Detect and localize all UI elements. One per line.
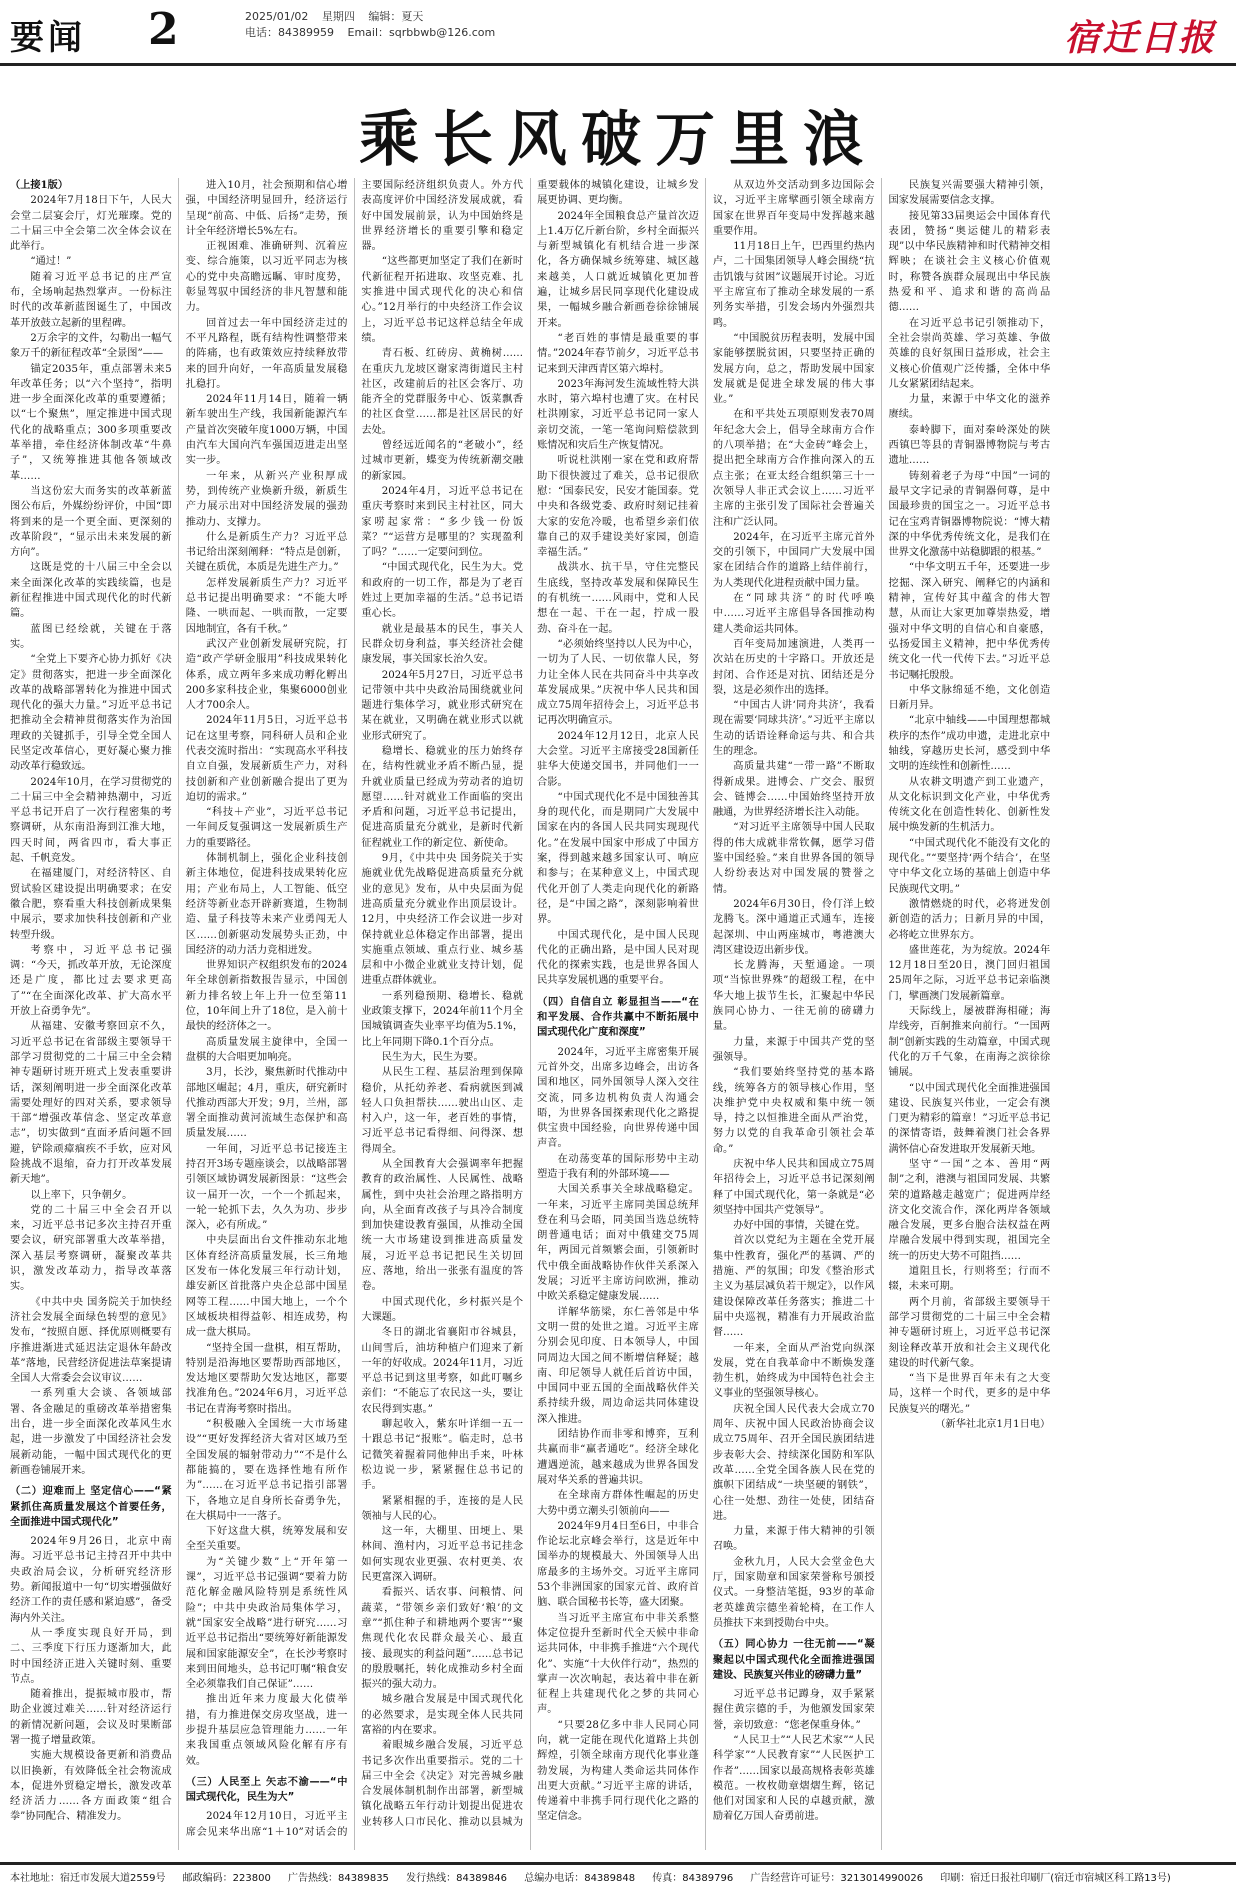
paragraph: 随着推出，提振城市股市，帮助企业渡过难关……针对经济运行的新情况新问题，会议及时果断部署一揽子增量政策。 xyxy=(10,1689,172,1746)
paragraph: 2024年9月26日，北京中南海。习近平总书记主持召开中共中央政治局会议，分析研究经济形势。新闻报道中一句“切实增强做好经济工作的责任感和紧迫感”，备受海内外关注。 xyxy=(10,1536,172,1624)
issue-info xyxy=(245,9,505,41)
section-title: 要闻 xyxy=(10,18,86,58)
paragraph: 进入10月，社会预期和信心增强，中国经济明显回升，经济运行呈现“前高、中低、后扬”走势，预计全年经济增长5%左右。 xyxy=(185,180,348,237)
paragraph: 力量，来源于伟大精神的引领召唤。 xyxy=(712,1526,875,1553)
paragraph: 详解华筋梁，东仁善邻是中华文明一贯的处世之道。习近平主席分别会见印度、日本领导人，中国同周边大国之间不断增信释疑；越南、印尼领导人就任后首访中国，中国同中亚五国的全面战略伙伴关系持续升级，周边命运共同体建设深入推进。 xyxy=(537,1306,699,1425)
paragraph: “科技＋产业”，习近平总书记一年间反复强调这一发展新质生产力的重要路径。 xyxy=(185,807,348,849)
paragraph: 道阻且长，行则将至；行而不辍，未来可期。 xyxy=(888,1266,1051,1293)
paragraph: 两个月前，省部级主要领导干部学习贯彻党的二十届三中全会精神专题研讨班上，习近平总书记深刻诠释改革开放和社会主义现代化建设的时代新气象。 xyxy=(888,1296,1051,1369)
paragraph: “通过！” xyxy=(30,256,72,268)
paragraph: 武汉产业创新发展研究院，打造“政产学研金服用”科技成果转化体系，成立两年多来成功孵化孵出200多家科技企业，集聚6000创业人才700余人。 xyxy=(185,638,348,712)
paragraph: 在福建厦门，对经济特区、自贸试验区建设提出明确要求；在安徽合肥，察看重大科技创新成果集中展示，要求加快科技创新和产业转型升级。 xyxy=(10,868,172,941)
paragraph: 2024年11月5日，习近平总书记在这里考察，同科研人员和企业代表交流时指出：“实现高水平科技自立自强，发展新质生产力，对科技创新和产业创新融合提出了更为迫切的需求。” xyxy=(185,715,348,803)
paragraph: 《中共中央 国务院关于加快经济社会发展全面绿色转型的意见》发布，“按照自愿、择优原则概要有序推进渐进式延迟法定退休年龄改革”落地，民营经济促进法草案提请全国人大常委会会议审议…… xyxy=(10,1296,172,1385)
paragraph: 2024年11月14日，随着一辆新车驶出生产线，我国新能源汽车产量首次突破年度1000万辆，中国由汽车大国向汽车强国迈进走出坚实一步。 xyxy=(185,394,348,467)
email: Email：sqrbbwb@126.com xyxy=(347,26,496,39)
paragraph: 中央层面出台文件推动东北地区体育经济高质量发展，长三角地区发布一体化发展三年行动计划，雄安新区首批落户央企总部中国星网等工程……中国大地上，一个个区域板块相得益彰、相连成势，构成一盘大棋局。 xyxy=(185,1235,348,1339)
paragraph: 2024年5月27日，习近平总书记带领中共中央政治局围绕就业问题进行集体学习，就业形式研究在某在就业，又明确在就业形式以就业形式研究了。 xyxy=(361,669,524,742)
paragraph: “以中国式现代化全面推进强国建设、民族复兴伟业，一定会有澳门更为精彩的篇章！”习近平总书记的深情寄语，鼓舞着澳门社会各界满怀信心奋发进取开发展新天地。 xyxy=(888,1082,1051,1155)
paragraph: 11月18日上午，巴西里约热内卢，二十国集团领导人峰会围绕“抗击饥饿与贫困”议题展开讨论。习近平主席宣布了推动全球发展的一系列务实举措，引发会场内外强烈共鸣。 xyxy=(712,241,875,329)
paragraph: 在全球南方群体性崛起的历史大势中勇立潮头引领前向—— xyxy=(537,1490,699,1517)
paragraph: 2024年12月10日，习近平主席会见来华出席“1＋10”对话会的主要国际经济组织负责人。外方代表高度评价中国经济发展成就，看好中国发展前景，认为中国始终是世界经济增长的重要引擎和稳定器。 xyxy=(185,180,524,1838)
footer-fax: 传真：84389796 xyxy=(652,1873,734,1884)
paragraph: 回首过去一年中国经济走过的不平凡路程，既有结构性调整带来的阵痛，也有政策效应持续释放带来的回升向好，一年高质量发展稳扎稳打。 xyxy=(185,317,348,390)
issue-weekday: 星期四 xyxy=(321,10,355,23)
paragraph: 从双边外交活动到多边国际会议，习近平主席擘画引领全球南方国家在世界百年变局中发挥越来越重要作用。 xyxy=(712,180,875,237)
paragraph: 2024年全国粮食总产量首次迈上1.4万亿斤新台阶，乡村全面振兴与新型城镇化有机结合进一步深化，各方确保城乡统筹建、城区越来越美，人口就近城镇化更加普遍，让城乡居民同享现代化建设成果，一幅城乡融合新画卷徐徐铺展开来。 xyxy=(537,210,699,329)
paragraph: 冬日的湖北省襄阳市谷城县，山间雪后，油坊种植户们迎来了新一年的好收成。2024年11月，习近平总书记到这里考察，如此叮嘱乡亲们：“不能忘了农民这一头，要让农民得到实惠。” xyxy=(361,1327,524,1415)
dateline: （上接1版） xyxy=(10,179,69,191)
footer-ad-phone: 广告热线：84389835 xyxy=(288,1873,389,1884)
paragraph: 以上率下，只争朝夕。 xyxy=(30,1189,133,1201)
paragraph: 3月，长沙，聚焦新时代推动中部地区崛起；4月，重庆，研究新时代推动西部大开发；9月，兰州，部署全面推动黄河流域生态保护和高质量发展…… xyxy=(185,1067,348,1140)
paragraph: 锚定2035年，重点部署未来5年改革任务；以“六个坚持”，指明进一步全面深化改革的重要遵循；以“七个聚焦”，厘定推进中国式现代化的战略重点；300多项重要改革举措，牵住经济体制改革“牛鼻子”，又统筹推进其他各领域改革…… xyxy=(10,363,172,482)
paragraph: 金秋九月，人民大会堂金色大厅，国家勋章和国家荣誉称号颁授仪式。一身整洁笔挺，93岁的革命老英雄黄宗德坐着轮椅，在工作人员推扶下来到授勋台中央。 xyxy=(712,1556,875,1629)
paragraph: 高质量发展主旋律中，全国一盘棋的大合唱更加响亮。 xyxy=(185,1036,348,1063)
paragraph: 这一年，大棚里、田埂上、果林间、渔村内，习近平总书记挂念如何实现农业更强、农村更美、农民更富深入调研。 xyxy=(361,1526,524,1584)
paragraph: 从农耕文明遗产到工业遗产，从文化标识到文化产业，中华优秀传统文化在创造性转化、创新性发展中焕发新的生机活力。 xyxy=(888,776,1051,834)
paragraph: 高质量共建“一带一路”不断取得新成果。进博会、广交会、服贸会、链博会……中国始终坚持开放融通，为世界经济增长注入动能。 xyxy=(712,761,875,819)
paragraph: 庆祝中华人民共和国成立75周年招待会上，习近平总书记深刻阐释了中国式现代化，第一条就是“必须坚持中国共产党领导”。 xyxy=(712,1159,875,1216)
phone: 电话：84389959 xyxy=(245,26,334,39)
headline: 乘长风破万里浪 xyxy=(359,105,877,175)
paragraph: “中国古人讲‘同舟共济’，我看现在需要‘同球共济’。”习近平主席以生动的话语诠释命运与共、和合共生的理念。 xyxy=(712,700,875,757)
paragraph: 随着习近平总书记的庄严宣布，全场响起热烈掌声。一份标注时代的改革新蓝图诞生了，中国改革开放鼓立起新的里程碑。 xyxy=(10,271,172,329)
paragraph: 为“关键少数”上“开年第一课”，习近平总书记强调“要着力防范化解金融风险特别是系统性风险”；中共中央政治局集体学习，就“国家安全战略”进行研究……习近平总书记指出“要统筹好新能源发展和国家能源安全”，在长沙考察时来到田间地头，总书记叮嘱“粮食安全必须靠我们自己保证”…… xyxy=(185,1556,348,1691)
paragraph: 一年来，全面从严治党向纵深发展，党在自我革命中不断焕发蓬勃生机，始终成为中国特色社会主义事业的坚强领导核心。 xyxy=(712,1342,875,1400)
paragraph: 什么是新质生产力？习近平总书记给出深刻阐释：“特点是创新，关键在质优，本质是先进生产力。” xyxy=(185,531,348,574)
paragraph: 在和平共处五项原则发表70周年纪念大会上，倡导全球南方合作的八项举措；在“大金砖”峰会上，提出把全球南方合作推向深入的五点主张；在亚太经合组织第三十一次领导人非正式会议上……习近平主席的主张引发了国际社会普遍关注和广泛认同。 xyxy=(712,409,875,528)
section-subhead: （二）迎难而上 坚定信心——“紧紧抓住高质量发展这个首要任务，全面推进中国式现代化” xyxy=(10,1486,172,1528)
paragraph: 2024年，习近平主席密集开展元首外交，出席多边峰会，出访各国和地区，同外国领导人深入交往交流，同多边机构负责人沟通会晤，为世界各国探索现代化之路提供宝贵中国经验，向世界传递中国声音。 xyxy=(537,1046,699,1150)
paragraph: 从一季度实现良好开局，到二、三季度下行压力逐渐加大，此时中国经济正进入关键时刻、重要节点。 xyxy=(10,1627,172,1685)
paragraph: 首次以党纪为主题在全党开展集中性教育，强化严的基调、严的措施、严的氛围；印发《整治形式主义为基层减负若干规定》，以作风建设保障改革任务落实；推进二十届中央巡视，精准有力开展政治监督…… xyxy=(712,1235,875,1339)
paragraph: 从全国教育大会强调率年把握教育的政治属性、人民属性、战略属性，到中央社会治理之路指明方向，从全面育改孩子与具冷合制度到加快建设教育强国，从推动全国统一大市场建设到推进高质量发展，习近平总书记把民生关切回应、落地，给出一张张有温度的答卷。 xyxy=(361,1159,524,1293)
paragraph: 泰岭脚下，面对秦岭深处的陕西镇巴等县的青铜器博物院与考古遗址…… xyxy=(888,424,1051,467)
footer-printer: 印刷：宿迁日报社印刷厂(宿迁市宿城区科工路13号) xyxy=(940,1873,1171,1884)
paragraph: 接见第33届奥运会中国体育代表团，赞扬“奥运健儿的精彩表现”以中华民族精神和时代精神交相辉映；在谈社会主义核心价值观时，称赞各族群众展现出中华民族热爱和平、追求和谐的高尚品德…… xyxy=(888,210,1051,314)
paragraph: 城乡融合发展是中国式现代化的必然要求，是实现全体人民共同富裕的内在要求。 xyxy=(361,1694,524,1736)
paragraph: “积极融入全国统一大市场建设”“更好发挥经济大省对区域乃至全国发展的辐射带动力”“不是什么都能搞的，要在选择性地有所作为”……在习近平总书记指引部署下，各地立足自身所长奋勇争先，在大棋局中一一落子。 xyxy=(185,1419,348,1522)
paragraph: 铸刻着老子为母“中国”一词的最早文字记录的青铜器何尊，是中国最珍贵的国宝之一。习近平总书记在宝鸡青铜器博物院说：“博大精深的中华优秀传统文化，是我们在世界文化激荡中站稳脚跟的根基。” xyxy=(888,470,1051,559)
paragraph: 2024年12月12日，北京人民大会堂。习近平主席接受28国新任驻华大使递交国书，并同他们一一合影。 xyxy=(537,730,699,788)
paragraph: 党的二十届三中全会召开以来，习近平总书记多次主持召开重要会议，研究部署重大改革举措，深入基层考察调研，凝聚改革共识，激发改革动力，指导改革落实。 xyxy=(10,1204,172,1293)
paragraph: “只要28亿多中非人民同心同向，就一定能在现代化道路上共创辉煌，引领全球南方现代化事业蓬勃发展，为构建人类命运共同体作出更大贡献。”习近平主席的讲话，传递着中非携手同行现代化之路的坚定信念。 xyxy=(537,1719,699,1823)
paragraph: 一年间，习近平总书记接连主持召开3场专题座谈会，以战略部署引领区域协调发展新图景：“这些会议一届开一次，一个一个抓起来，一轮一轮抓下去，久久为功、步步深入，必有所成。” xyxy=(185,1143,348,1232)
paragraph: “人民卫士”“人民艺术家”“人民科学家”“人民教育家”“人民医护工作者”……国家以最高规格表彰英雄模范。一枚枚勋章熠熠生辉，铭记他们对国家和人民的卓越贡献，激励着亿万国人奋勇前进。 xyxy=(712,1734,875,1823)
paragraph: “对习近平主席领导中国人民取得的伟大成就非常钦佩，愿学习借鉴中国经验。”来自世界各国的领导人纷纷表达对中国发展的赞誉之情。 xyxy=(712,822,875,895)
footer-address: 本社地址：宿迁市发展大道2559号 xyxy=(10,1873,166,1884)
paragraph: 2024年10月，在学习贯彻党的二十届三中全会精神热潮中，习近平总书记开启了一次行程密集的考察调研，从东南沿海到江淮大地，四天时间，两省四市，看大事正起、千帆竞发。 xyxy=(10,776,172,865)
paragraph: “中国式现代化不能没有文化的现代化。”“要坚持‘两个结合’，在坚守中华文化立场的基础上创造中华民族现代文明。” xyxy=(888,837,1051,895)
paragraph: 团结协作而非零和博弈，互利共赢而非“赢者通吃”。经济全球化遭遇逆流，越来越成为世界各国发展对华关系的普遍共识。 xyxy=(537,1429,699,1486)
masthead xyxy=(0,0,1236,66)
paragraph: 中华文脉绵延不绝，文化创造日新月异。 xyxy=(888,684,1051,712)
paragraph: 9月，《中共中央 国务院关于实施就业优先战略促进高质量充分就业的意见》发布，从中央层面为促进高质量充分就业作出顶层设计。12月，中央经济工作会议进一步对保持就业总体稳定作出部署，提出实施重点领域、重点行业、城乡基层和中小微企业就业支持计划，促进重点群体就业。 xyxy=(361,853,524,987)
paragraph: “必须始终坚持以人民为中心，一切为了人民、一切依靠人民，努力让全体人民在共同奋斗中共享改革发展成果。”庆祝中华人民共和国成立75周年招待会上，习近平总书记再次明确宣示。 xyxy=(537,638,699,727)
paragraph: 2024年6月30日，伶仃洋上蛟龙腾飞。深中通道正式通车，连接起深圳、中山两座城市，粤港澳大湾区建设迈出新步伐。 xyxy=(712,898,875,956)
footer-postcode: 邮政编码：223800 xyxy=(182,1873,271,1884)
paragraph: 力量，来源于中华文化的滋养赓续。 xyxy=(888,394,1051,421)
paragraph: “老百姓的事情是最重要的事情。”2024年春节前夕，习近平总书记来到天津西青区第六埠村。 xyxy=(537,332,699,375)
footer-editor-phone: 总编办电话：84389848 xyxy=(524,1873,636,1884)
editor-label: 编辑：夏天 xyxy=(368,10,424,23)
paragraph: 就业是最基本的民生，事关人民群众切身利益，事关经济社会健康发展，事关国家长治久安。 xyxy=(361,623,524,666)
paragraph: “中国式现代化不是中国独善其身的现代化，而是期同广大发展中国家在内的各国人民共同实现现代化。”在发展中国家中形成了中国方案，得到越来越多国家认可、响应和参与；在某种意义上，中国式现代化开创了人类走向现代化的新路径，是“中国之路”，深刻影响着世界。 xyxy=(537,791,699,926)
paragraph: 在动荡变革的国际形势中主动塑造于我有利的外部环境—— xyxy=(537,1153,699,1180)
paragraph: 办好中国的事情，关键在党。 xyxy=(733,1220,866,1232)
paragraph: 大国关系事关全球战略稳定。一年来，习近平主席同美国总统拜登在利马会晤，同美国当选总统特朗普通电话；面对中俄建交75周年，两国元首频繁会面，引领新时代中俄全面战略协作伙伴关系深入发展；习近平主席访问欧洲，推动中欧关系稳定健康发展…… xyxy=(537,1184,699,1303)
paragraph: 推出近年来力度最大化债举措，有力推进保交房攻坚战，进一步提升基层应急管理能力……一年来我国重点领域风险化解有序有效。 xyxy=(185,1694,348,1767)
paragraph: “我们要始终坚持党的基本路线，统筹各方的领导核心作用，坚决维护党中央权威和集中统一领导，持之以恒推进全面从严治党，努力以党的自我革命引领社会革命。” xyxy=(712,1067,875,1155)
paragraph: “全党上下要齐心协力抓好《决定》贯彻落实，把进一步全面深化改革的战略部署转化为推进中国式现代化的强大力量。”习近平总书记把推动全会精神贯彻落实作为治国理政的关键抓手，引导全党全国人民坚定改革信心，更好凝心聚力推动改革行稳致远。 xyxy=(10,654,172,773)
paragraph: 青石板、红砖房、黄桷树……在重庆九龙坡区谢家湾街道民主村社区，改建前后的社区会客厅、功能齐全的党群服务中心、饭菜飘香的社区食堂……都是社区居民的好去处。 xyxy=(361,348,524,436)
paragraph: “中国脱贫历程表明，发展中国家能够摆脱贫困，只要坚持正确的发展方向，总之，帮助发展中国家发展就是促进全球发展的伟大事业。” xyxy=(712,332,875,406)
paragraph: 下好这盘大棋，统筹发展和安全至关重要。 xyxy=(185,1526,348,1553)
paragraph: 激情燃烧的时代，必将迸发创新创造的活力；日新月异的中国，必将屹立世界东方。 xyxy=(888,898,1051,941)
paragraph: “这些都更加坚定了我们在新时代新征程开拓进取、攻坚克难、扎实推进中国式现代化的决心和信心。”12月举行的中央经济工作会议上，习近平总书记这样总结全年成绩。 xyxy=(361,256,524,344)
paragraph: 正视困难、准确研判、沉着应变、综合施策，以习近平同志为核心的党中央高瞻远瞩、审时度势，彰显驾驭中国经济的非凡智慧和能力。 xyxy=(185,241,348,314)
paragraph: 听说杜洪刚一家在党和政府帮助下很快渡过了难关，总书记很欣慰：“国泰民安，民安才能国泰。党中央和各级党委、政府时刻记挂着大家的安危冷暖，也希望乡亲们依靠自己的双手建设美好家园，创造幸福生活。” xyxy=(537,455,699,559)
page-number: 2 xyxy=(148,4,179,55)
paragraph: 世界知识产权组织发布的2024年全球创新指数报告显示，中国创新力排名较上年上升一位至第11位，10年间上升了18位，是入前十最快的经济体之一。 xyxy=(185,960,348,1033)
section-subhead: （三）人民至上 矢志不渝——“中国式现代化，民生为大” xyxy=(185,1776,348,1804)
section-subhead: （五）同心协力 一往无前——“凝聚起以中国式现代化全面推进强国建设、民族复兴伟业的磅礴力量” xyxy=(712,1639,875,1681)
paragraph: 从民生工程、基层治理到保障稳价，从托幼养老、看病就医到减轻人口负担帮扶……驶出山区、走村入户，这一年，老百姓的事情，习近平总书记看得细、问得深、想得周全。 xyxy=(361,1067,524,1155)
paragraph: 长龙腾海，天堑通途。一项项“当惊世界殊”的超级工程，在中华大地上拔节生长，汇聚起中华民族同心协力、一往无前的磅礴力量。 xyxy=(712,960,875,1033)
paragraph: 中国式现代化，乡村振兴是个大课题。 xyxy=(361,1296,524,1323)
footer xyxy=(0,1862,1236,1898)
paragraph: 体制机制上，强化企业科技创新主体地位，促进科技成果转化应用；产业布局上，人工智能、低空经济等新业态开辟新赛道，生物制造、量子科技等未来产业勇闯无人区……创新驱动发展势头正劲，中国经济的动力活力竞相迸发。 xyxy=(185,853,348,956)
paragraph: 在习近平总书记引领推动下，全社会崇尚英雄、学习英雄、争做英雄的良好氛围日益形成，社会主义核心价值观广泛传播，全体中华儿女紧紧团结起来。 xyxy=(888,317,1051,390)
paragraph: 力量，来源于中国共产党的坚强领导。 xyxy=(712,1036,875,1063)
paragraph: 民生为大，民生为要。 xyxy=(381,1051,484,1063)
paragraph: “当下是世界百年未有之大变局，这样一个时代，更多的是中华民族复兴的曙光。” xyxy=(888,1373,1051,1415)
paragraph: “北京中轴线——中国理想都城秩序的杰作”成功申遗，走进北京中轴线，穿越历史长河，感受到中华文明的连续性和创新性…… xyxy=(888,715,1051,773)
paragraph: 一年来，从新兴产业积厚成势，到传统产业焕新升级，新质生产力展示出对中国经济发展的强劲推动力、支撑力。 xyxy=(185,470,348,528)
paragraph: 2024年9月4日至6日，中非合作论坛北京峰会举行，这是近年中国举办的规模最大、外国领导人出席最多的主场外交。习近平主席同53个非洲国家的国家元首、政府首脑、联合国秘书长等，盛大团聚。 xyxy=(537,1520,699,1609)
paragraph: 坚守“一国”之本、善用“两制”之利，港澳与祖国同发展、共繁荣的道路越走越宽广；促进两岸经济文化交流合作，深化两岸各领域融合发展，更多台胞合法权益在两岸融合发展中得到实现，祖国完全统一的历史大势不可阻挡…… xyxy=(888,1159,1051,1262)
footer-dist-phone: 发行热线：84389846 xyxy=(406,1873,508,1884)
paragraph: 从福建、安徽考察回京不久，习近平总书记在省部级主要领导干部学习贯彻党的二十届三中全会精神专题研讨班开班式上发表重要讲话，深刻阐明进一步全面深化改革需要处理好的四对关系，要求领导干部“增强改革信念、坚定改革意志”，切实做到“直面矛盾问题不回避，铲除顽瘴痼疾不手软，应对风险挑战不退缩，奋力打开改革发展新天地”。 xyxy=(10,1021,172,1186)
paragraph: 2024年，在习近平主席元首外交的引领下，中国同广大发展中国家在团结合作的道路上结伴前行，为人类现代化进程贡献中国力量。 xyxy=(712,531,875,589)
paragraph: 怎样发展新质生产力？习近平总书记提出明确要求：“不能大呼隆、一哄而起、一哄而散，一定要因地制宜，各有千秋。” xyxy=(185,577,348,635)
paragraph: 稳增长、稳就业的压力始终存在，结构性就业矛盾不断凸显，提升就业质量已经成为劳动者的迫切愿望……针对就业工作面临的突出矛盾和问题，习近平总书记提出，促进高质量充分就业，是新时代新征程就业工作的新定位、新使命。 xyxy=(361,745,524,849)
paragraph: 一系列重大会谈、各领域部署、各金融足的重磅改革举措密集出台，进一步全面深化改革风生水起，进一步激发了中国经济社会发展新动能，一幅中国式现代化的更新画卷铺展开来。 xyxy=(10,1388,172,1476)
paragraph: 天际线上，屡被群海相碰；海岸线旁，百舸推来向前行。“一国两制”创新实践的生动篇章，中国式现代化的万千气象，在南海之滨徐徐铺展。 xyxy=(888,1006,1051,1079)
paragraph: 当这份宏大而务实的改革新蓝图公布后，外媒纷纷评价，中国“即将到来的是一个更全面、更深刻的改革阶段”，“显示出未来发展的新方向”。 xyxy=(10,485,172,559)
paragraph: 2024年4月，习近平总书记在重庆考察时来到民主村社区，同大家唠起家常：“多少钱一份饭菜？”“运营方是哪里的？实现盈利了吗？”……一定要问到位。 xyxy=(361,485,524,559)
paragraph: 习近平总书记蹲身，双手紧紧握住黄宗德的手，为他颁发国家荣誉，亲切致意：“您老保重身体。” xyxy=(712,1689,875,1731)
paragraph: 盛世莲花，为为绽放。2024年12月18日至20日，澳门回归祖国25周年之际，习近平总书记亲临澳门，擘画澳门发展新篇章。 xyxy=(888,944,1051,1002)
paragraph: 民族复兴需要强大精神引领，国家发展需要信念支撑。 xyxy=(888,180,1051,207)
paragraph: 2万余字的文件，勾勒出一幅气象万千的新征程改革“全景图”—— xyxy=(10,332,172,360)
paragraph: 看振兴、话农事、问粮情、问蔬菜，“带领乡亲们致好‘粮’的文章”“抓住种子和耕地两个要害”“聚焦现代化农民群众最关心、最直接、最现实的利益问题”……总书记的殷殷嘱托，转化成推动乡村全面振兴的强大动力。 xyxy=(361,1587,524,1691)
paragraph: 2023年海河发生流域性特大洪水时，第六埠村也遭了灾。在村民杜洪刚家，习近平总书记同一家人亲切交流，一笔一笔询问赔偿款到账情况和灾后生产恢复情况。 xyxy=(537,378,699,452)
paragraph: 庆祝全国人民代表大会成立70周年、庆祝中国人民政治协商会议成立75周年、召开全国民族团结进步表彰大会、持续深化国防和军队改革……全党全国各族人民在党的旗帜下团结成“一块坚硬的钢铁”，心往一处想、劲往一处使，团结奋进。 xyxy=(712,1403,875,1522)
paragraph: 蓝图已经绘就，关键在于落实。 xyxy=(10,623,172,650)
paragraph: 着眼城乡融合发展，习近平总书记多次作出重要指示。党的二十届三中全会《决定》对完善城乡融合发展体制机制作出部署，新型城镇化战略五年行动计划提出促进农业转移人口市民化、推动以县城为重要载体的城镇化建设，让城乡发展更协调、更均衡。 xyxy=(361,180,699,1828)
article-body xyxy=(10,178,1226,1850)
footer-license: 广告经营许可证号：3213014990026 xyxy=(750,1873,924,1884)
section-subhead: （四）自信自立 彰显担当——“在和平发展、合作共赢中不断拓展中国式现代化广度和深度” xyxy=(537,996,699,1039)
paragraph: 曾经远近闻名的“老破小”，经过城市更新，蝶变为传统新潮交融的新家园。 xyxy=(361,440,524,482)
paragraph: 考察中，习近平总书记强调：“今天，抓改革开放，无论深度还是广度，都比过去要求更高了”“在全面深化改革、扩大高水平开放上奋勇争先”。 xyxy=(10,944,172,1018)
paragraph: 一系列稳预期、稳增长、稳就业政策支撑下，2024年前11个月全国城镇调查失业率平均值为5.1%，比上年同期下降0.1个百分点。 xyxy=(361,990,524,1048)
paragraph: 中国式现代化，是中国人民现代化的正确出路，是中国人民对现代化的探索实践，也是世界各国人民共享发展机遇的重要平台。 xyxy=(537,929,699,987)
paragraph: 2024年7月18日下午，人民大会堂二层宴会厅，灯光璀璨。党的二十届三中全会第二次全体会议在此举行。 xyxy=(10,195,172,253)
paragraph: 当习近平主席宣布中非关系整体定位提升至新时代全天候中非命运共同体，中非携手推进“六个现代化”、实施“十大伙伴行动”，热烈的掌声一次次响起，表达着中非在新征程上共建现代化之梦的共同心声。 xyxy=(537,1612,699,1716)
paragraph: 紧紧相握的手，连接的是人民领袖与人民的心。 xyxy=(361,1495,524,1522)
paragraph: 这既是党的十八届三中全会以来全面深化改革的实践续篇，也是新征程推进中国式现代化的时代新篇。 xyxy=(10,562,172,620)
paragraph: “中国式现代化，民生为大。党和政府的一切工作，都是为了老百姓过上更加幸福的生活。”总书记语重心长。 xyxy=(361,562,524,620)
issue-date: 2025/01/02 xyxy=(245,10,309,23)
paragraph: 战洪水、抗干旱，守住完整民生底线，坚持改革发展和保障民生的有机统一……风雨中，党和人民想在一起、干在一起，拧成一股劲、奋斗在一起。 xyxy=(537,562,699,635)
newspaper-logo: 宿迁日报 xyxy=(1063,17,1216,59)
paragraph: 聊起收入，紫东叶详细一五一十跟总书记“报账”。临走时，总书记微笑着握着同他伸出手来，叶林松边说一步，紧紧握住总书记的手。 xyxy=(361,1419,524,1492)
paragraph: 实施大规模设备更新和消费品以旧换新，有效降低全社会物流成本，促进外贸稳定增长，激发改革经济活力……各方面政策“组合拳”协同配合、精准发力。 xyxy=(10,1750,172,1823)
paragraph: 在“同球共济”的时代呼唤中……习近平主席倡导各国推动构建人类命运共同体。 xyxy=(712,593,875,635)
paragraph: 百年变局加速演进，人类再一次站在历史的十字路口。开放还是封闭、合作还是对抗、团结还是分裂，这是必须作出的选择。 xyxy=(712,638,875,696)
paragraph: “坚持全国一盘棋，相互帮助，特别是沿海地区要帮助西部地区，发达地区要帮助欠发达地区，都要找准角色。”2024年6月，习近平总书记在青海考察时指出。 xyxy=(185,1342,348,1415)
endnote: （新华社北京1月1日电） xyxy=(935,1419,1051,1431)
paragraph: “中华文明五千年，还要进一步挖掘、深入研究、阐释它的内涵和精神，宣传好其中蕴含的伟大智慧，从而让大家更加尊崇热爱，增强对中华文明的自信心和自豪感，弘扬爱国主义精神，把中华优秀传统文化一代一代传下去。”习近平总书记嘱托殷殷。 xyxy=(888,562,1051,681)
